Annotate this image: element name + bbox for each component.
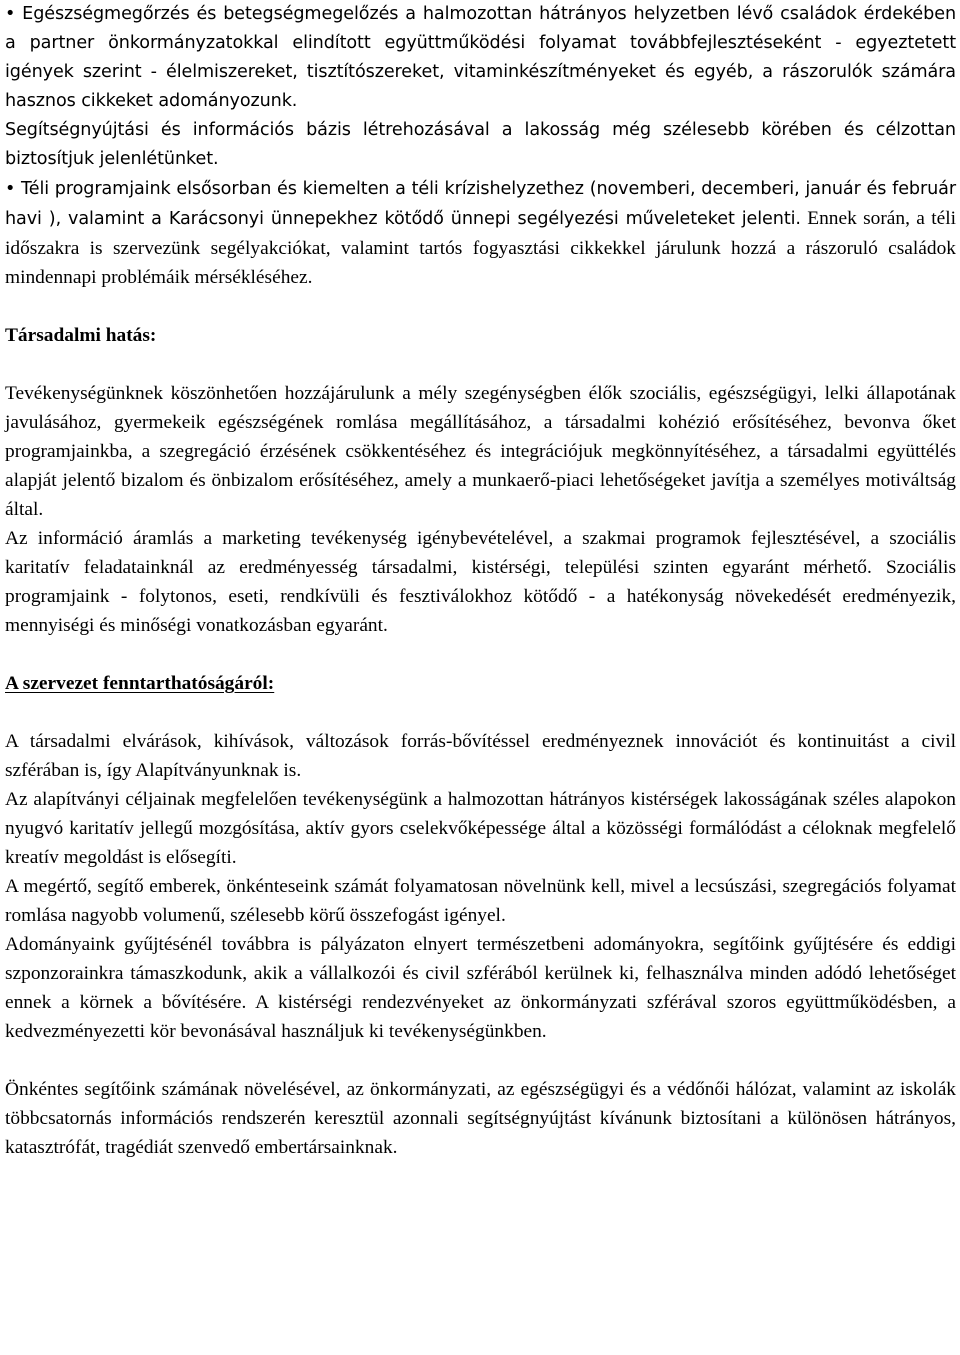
paragraph-sustainability-1: A társadalmi elvárások, kihívások, változások forrás-bővítéssel eredményeznek innovációt és kontinuitást a civil szférában is, így Alapítványunknak is. [5,731,956,781]
bullet-item-donations: • Egészségmegőrzés és betegségmegelőzés a halmozottan hátrányos helyzetben lévő családok érdekében a partner önkormányzatokkal elindított együttműködési folyamat továbbfejlesztéseként - egyeztetett igények szerint - élelmiszereket, tisztítószereket, vitaminkészítményeket és egyéb, a rászorulók számára hasznos cikkeket adományozunk. [5,4,956,111]
bullet-item-winter-programs [5,174,956,292]
spacer [5,698,956,727]
spacer [5,350,956,379]
paragraph-sustainability-2: Az alapítványi céljainak megfelelően tevékenységünk a halmozottan hátrányos kistérségek lakosságának széles alapokon nyugvó karitatív jellegű mozgósítása, aktív gyors cselekvőképessége által a közösségi formálódást a céloknak megfelelő kreatív megoldást is elősegíti. [5,789,956,868]
winter-programs-text-serif: Ennek során, a téli időszakra is szervezünk segélyakciókat, valamint tartós fogyasztási cikkekkel járulunk hozzá a rászoruló családok mindennapi problémáik mérsékléséhez. [5,208,956,288]
bullet-list-1 [5,0,956,174]
paragraph-social-impact-2: Az információ áramlás a marketing tevékenység igénybevételével, a szakmai programok fejlesztésével, a szociális karitatív feladatainknál az eredményesség társadalmi, kistérségi, települési szinten egyaránt mérhető. Szociális programjaink - folytonos, eseti, rendkívüli és fesztiválokhoz kötődő - a hatékonyság növekedését eredményezik, mennyiségi és minőségi vonatkozásban egyaránt. [5,528,956,636]
paragraph-sustainability-5: Önkéntes segítőink számának növelésével, az önkormányzati, az egészségügyi és a védőnői hálózat, valamint az iskolák többcsatornás információs rendszerén keresztül azonnali segítségnyújtást kívánunk biztosítani a különösen hátrányos, katasztrófát, tragédiát szenvedő embertársainknak. [5,1079,956,1158]
spacer [5,640,956,669]
spacer [5,292,956,321]
spacer [5,1046,956,1075]
paragraph-social-impact-1: Tevékenységünknek köszönhetően hozzájárulunk a mély szegénységben élők szociális, egészségügyi, lelki állapotának javulásához, gyermekeik egészségének romlása megállításához, a társadalmi kohézió erősítéséhez, bevonva őket programjainkba, a szegregáció érzésének csökkentéséhez és integrációjuk megkönnyítéséhez, a társadalmi együttélés alapját jelentő bizalom és önbizalom erősítéséhez, amely a munkaerő-piaci lehetőségeket javítja a személyes motiváltság által. [5,383,956,520]
section-heading-sustainability: A szervezet fenntarthatóságáról: [5,673,275,694]
paragraph-sustainability-3: A megértő, segítő emberek, önkénteseink számát folyamatosan növelnünk kell, mivel a lecsúszási, szegregációs folyamat romlása nagyobb volumenű, szélesebb körű összefogást igényel. [5,876,956,926]
document-page [5,0,956,1162]
paragraph-sustainability-4: Adományaink gyűjtésénél továbbra is pályázaton elnyert természetbeni adományokra, segítőink gyűjtésére és eddigi szponzorainkra támaszkodunk, akik a vállalkozói és civil szférából kerülnek ki, felhasználva minden adódó lehetőséget ennek a körnek a bővítésére. A kistérségi rendezvényeket az önkormányzati szférával szoros együttműködésben, a kedvezményezetti kör bevonásával használjuk ki tevékenységünkben. [5,934,956,1042]
section-heading-social-impact: Társadalmi hatás: [5,325,157,346]
winter-programs-text-sans: • Téli programjaink elsősorban és kiemelten a téli krízishelyzethez (novemberi, decemberi, január és február havi ), valamint a Karácsonyi ünnepekhez kötődő ünnepi segélyezési műveleteket jelenti. [5,179,956,229]
bullet-item-donations-continued: Segítségnyújtási és információs bázis létrehozásával a lakosság még szélesebb körében és célzottan biztosítjuk jelenlétünket. [5,120,956,169]
